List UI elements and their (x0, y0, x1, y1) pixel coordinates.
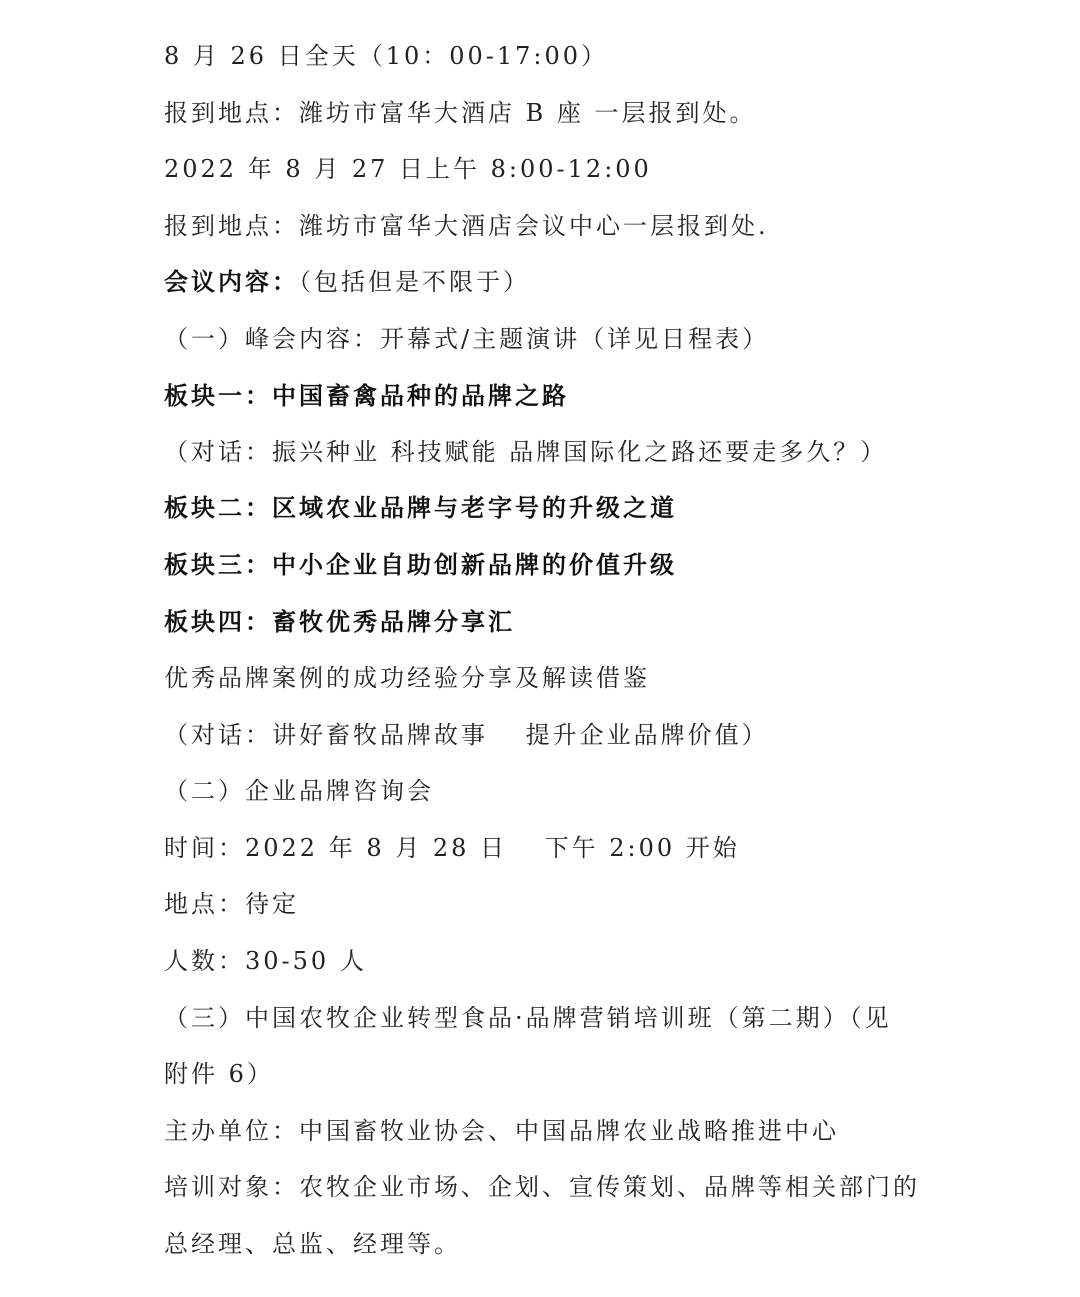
training-organizer: 主办单位：中国畜牧业协会、中国品牌农业战略推进中心 (164, 1117, 839, 1145)
training-audience: 培训对象：农牧企业市场、企划、宣传策划、品牌等相关部门的 (164, 1173, 920, 1201)
block-four-title: 板块四：畜牧优秀品牌分享汇 (164, 608, 515, 636)
meeting-content-note: （包括但是不限于） (299, 268, 530, 296)
meeting-content-heading (164, 266, 530, 298)
registration-time-aug26: 8 月 26 日全天（10：00-17:00） (164, 42, 609, 70)
registration-location-b: 报到地点：潍坊市富华大酒店 B 座 一层报到处。 (164, 99, 757, 127)
meeting-content-label: 会议内容： (164, 268, 299, 296)
block-one-dialogue: （对话：振兴种业 科技赋能 品牌国际化之路还要走多久？） (164, 438, 888, 466)
section-training: （三）中国农牧企业转型食品·品牌营销培训班（第二期）（见 (164, 1004, 892, 1032)
section-consultation: （二）企业品牌咨询会 (164, 777, 434, 805)
consultation-time: 时间：2022 年 8 月 28 日 下午 2:00 开始 (164, 834, 740, 862)
block-one-title: 板块一：中国畜禽品种的品牌之路 (164, 382, 569, 410)
training-audience-cont: 总经理、总监、经理等。 (164, 1230, 461, 1258)
block-two-title: 板块二：区域农业品牌与老字号的升级之道 (164, 494, 677, 522)
registration-time-aug27: 2022 年 8 月 27 日上午 8:00-12:00 (164, 155, 652, 183)
consultation-headcount: 人数：30-50 人 (164, 947, 367, 975)
block-four-description: 优秀品牌案例的成功经验分享及解读借鉴 (164, 664, 650, 692)
block-three-title: 板块三：中小企业自助创新品牌的价值升级 (164, 551, 677, 579)
block-four-dialogue: （对话：讲好畜牧品牌故事 提升企业品牌价值） (164, 721, 769, 749)
section-summit: （一）峰会内容：开幕式/主题演讲（详见日程表） (164, 325, 770, 353)
registration-location-center: 报到地点：潍坊市富华大酒店会议中心一层报到处. (164, 212, 769, 240)
consultation-location: 地点：待定 (164, 890, 299, 918)
section-training-cont: 附件 6） (164, 1060, 274, 1088)
